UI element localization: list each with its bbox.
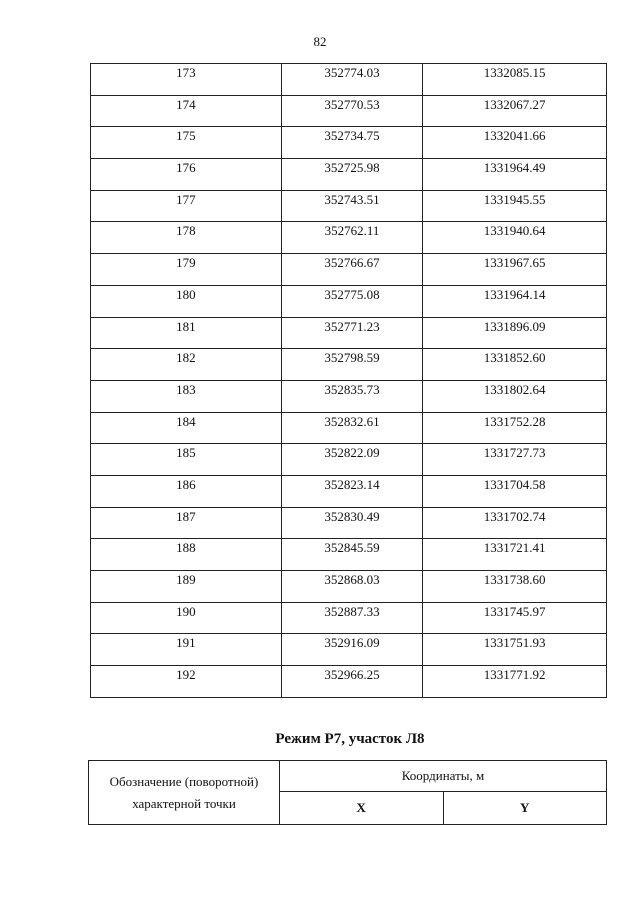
table-row — [91, 285, 607, 317]
point-designation-line2: характерной точки — [132, 795, 236, 811]
y-coordinate-cell: 1331945.55 — [423, 190, 607, 222]
y-header: Y — [443, 792, 607, 825]
x-coordinate-cell: 352845.59 — [281, 539, 423, 571]
table-row — [91, 317, 607, 349]
point-number-cell: 174 — [91, 95, 282, 127]
x-coordinate-cell: 352770.53 — [281, 95, 423, 127]
x-coordinate-cell: 352916.09 — [281, 634, 423, 666]
table-row — [91, 507, 607, 539]
table-row — [91, 159, 607, 191]
point-number-cell: 176 — [91, 159, 282, 191]
section-title: Режим Р7, участок Л8 — [275, 731, 425, 747]
table-row — [91, 666, 607, 698]
x-coordinate-cell: 352774.03 — [281, 64, 423, 96]
point-number-cell: 191 — [91, 634, 282, 666]
table-row — [91, 475, 607, 507]
point-number-cell: 192 — [91, 666, 282, 698]
coordinates-header: Координаты, м — [280, 761, 607, 792]
table-row — [91, 95, 607, 127]
y-coordinate-cell: 1331964.49 — [423, 159, 607, 191]
point-number-cell: 184 — [91, 412, 282, 444]
table-row — [91, 254, 607, 286]
x-coordinate-cell: 352766.67 — [281, 254, 423, 286]
table-row — [91, 190, 607, 222]
point-number-cell: 180 — [91, 285, 282, 317]
x-coordinate-cell: 352771.23 — [281, 317, 423, 349]
point-designation-line1: Обозначение (поворотной) — [109, 773, 259, 789]
table-row — [91, 380, 607, 412]
x-coordinate-cell: 352832.61 — [281, 412, 423, 444]
point-number-cell: 179 — [91, 254, 282, 286]
x-coordinate-cell: 352822.09 — [281, 444, 423, 476]
table-row — [91, 222, 607, 254]
point-number-cell: 177 — [91, 190, 282, 222]
point-number-cell: 189 — [91, 571, 282, 603]
x-coordinate-cell: 352743.51 — [281, 190, 423, 222]
y-coordinate-cell: 1332067.27 — [423, 95, 607, 127]
y-coordinate-cell: 1331721.41 — [423, 539, 607, 571]
page-number: 82 — [313, 34, 327, 49]
x-coordinate-cell: 352835.73 — [281, 380, 423, 412]
y-coordinate-cell: 1331738.60 — [423, 571, 607, 603]
x-coordinate-cell: 352887.33 — [281, 602, 423, 634]
x-coordinate-cell: 352868.03 — [281, 571, 423, 603]
table-row — [91, 634, 607, 666]
point-number-cell: 190 — [91, 602, 282, 634]
table-row — [91, 602, 607, 634]
y-coordinate-cell: 1331704.58 — [423, 475, 607, 507]
x-coordinate-cell: 352775.08 — [281, 285, 423, 317]
y-coordinate-cell: 1331752.28 — [423, 412, 607, 444]
point-number-cell: 188 — [91, 539, 282, 571]
y-coordinate-cell: 1331940.64 — [423, 222, 607, 254]
table-row — [91, 127, 607, 159]
y-coordinate-cell: 1331751.93 — [423, 634, 607, 666]
y-coordinate-cell: 1332041.66 — [423, 127, 607, 159]
coordinates-table-body — [91, 64, 607, 698]
table-row — [91, 64, 607, 96]
y-coordinate-cell: 1331745.97 — [423, 602, 607, 634]
y-coordinate-cell: 1331967.65 — [423, 254, 607, 286]
point-number-cell: 175 — [91, 127, 282, 159]
point-number-cell: 187 — [91, 507, 282, 539]
x-coordinate-cell: 352830.49 — [281, 507, 423, 539]
y-coordinate-cell: 1332085.15 — [423, 64, 607, 96]
point-number-cell: 183 — [91, 380, 282, 412]
next-table-header — [88, 760, 607, 825]
x-coordinate-cell: 352966.25 — [281, 666, 423, 698]
y-coordinate-cell: 1331771.92 — [423, 666, 607, 698]
point-number-cell: 178 — [91, 222, 282, 254]
table-row — [91, 571, 607, 603]
coordinates-table — [90, 63, 607, 698]
x-coordinate-cell: 352734.75 — [281, 127, 423, 159]
table-row — [91, 539, 607, 571]
table-row — [91, 444, 607, 476]
point-number-cell: 186 — [91, 475, 282, 507]
x-coordinate-cell: 352823.14 — [281, 475, 423, 507]
x-header: X — [280, 792, 444, 825]
y-coordinate-cell: 1331964.14 — [423, 285, 607, 317]
point-designation-header — [89, 761, 280, 825]
point-number-cell: 185 — [91, 444, 282, 476]
table-row — [91, 349, 607, 381]
point-number-cell: 182 — [91, 349, 282, 381]
y-coordinate-cell: 1331727.73 — [423, 444, 607, 476]
table-row — [91, 412, 607, 444]
x-coordinate-cell: 352725.98 — [281, 159, 423, 191]
y-coordinate-cell: 1331896.09 — [423, 317, 607, 349]
y-coordinate-cell: 1331852.60 — [423, 349, 607, 381]
x-coordinate-cell: 352798.59 — [281, 349, 423, 381]
point-number-cell: 181 — [91, 317, 282, 349]
point-number-cell: 173 — [91, 64, 282, 96]
y-coordinate-cell: 1331702.74 — [423, 507, 607, 539]
y-coordinate-cell: 1331802.64 — [423, 380, 607, 412]
x-coordinate-cell: 352762.11 — [281, 222, 423, 254]
